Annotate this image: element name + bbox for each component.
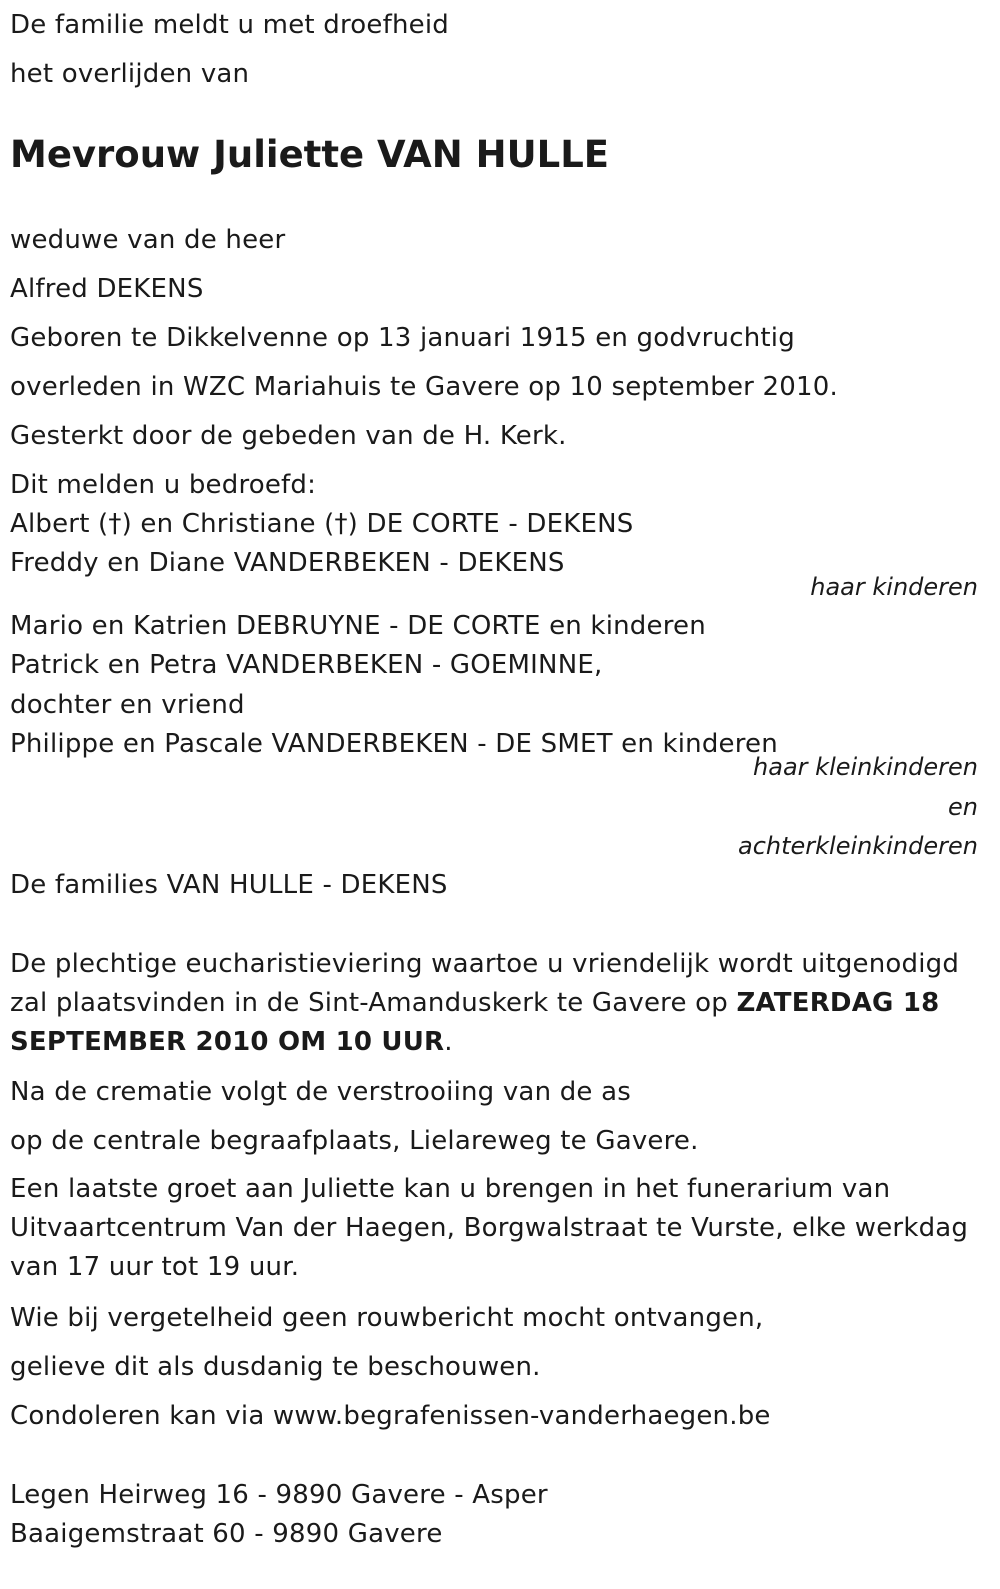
grandchildren-label-and: en (948, 793, 978, 821)
notice-line-1: Wie bij vergetelheid geen rouwbericht mocht ontvangen, (10, 1303, 764, 1333)
child-line: Albert (†) en Christiane (†) DE CORTE - DEKENS (10, 509, 634, 539)
cremation-line-2: op de centrale begraafplaats, Lielareweg te Gavere. (10, 1126, 699, 1156)
ceremony-paragraph (10, 945, 985, 1062)
child-line: Freddy en Diane VANDERBEKEN - DEKENS (10, 548, 565, 578)
grandchild-line: Philippe en Pascale VANDERBEKEN - DE SMET en kinderen (10, 729, 778, 759)
grandchild-line: dochter en vriend (10, 690, 245, 720)
address-line: Baaigemstraat 60 - 9890 Gavere (10, 1519, 443, 1549)
grandchild-line: Mario en Katrien DEBRUYNE - DE CORTE en kinderen (10, 611, 706, 641)
ceremony-text: De plechtige eucharistieviering waartoe u vriendelijk wordt uitgenodigd zal plaatsvinden in de Sint-Amanduskerk te Gavere op (10, 949, 960, 1018)
children-label: haar kinderen (810, 573, 978, 601)
visitation-paragraph: Een laatste groet aan Juliette kan u brengen in het funerarium van Uitvaartcentrum Van der Haegen, Borgwalstraat te Vurste, elke werkdag van 17 uur tot 19 uur. (10, 1174, 969, 1282)
ceremony-end: . (444, 1027, 453, 1057)
ceremony-date: ZATERDAG 18 SEPTEMBER 2010 OM 10 UUR (10, 988, 940, 1057)
condolences-line: Condoleren kan via www.begrafenissen-vanderhaegen.be (10, 1401, 771, 1431)
deceased-name: Mevrouw Juliette VAN HULLE (10, 133, 610, 176)
death-info: overleden in WZC Mariahuis te Gavere op 10 september 2010. (10, 372, 838, 402)
intro-line-1: De familie meldt u met droefheid (10, 10, 449, 40)
sacraments-info: Gesterkt door de gebeden van de H. Kerk. (10, 421, 567, 451)
address-line: Legen Heirweg 16 - 9890 Gavere - Asper (10, 1480, 548, 1510)
families-line: De families VAN HULLE - DEKENS (10, 870, 448, 900)
intro-line-2: het overlijden van (10, 59, 250, 89)
grandchild-line: Patrick en Petra VANDERBEKEN - GOEMINNE, (10, 650, 603, 680)
great-grandchildren-label: achterkleinkinderen (738, 832, 978, 860)
notice-line-2: gelieve dit als dusdanig te beschouwen. (10, 1352, 541, 1382)
birth-info: Geboren te Dikkelvenne op 13 januari 1915 en godvruchtig (10, 323, 795, 353)
cremation-line-1: Na de crematie volgt de verstrooiing van de as (10, 1077, 631, 1107)
grandchildren-label: haar kleinkinderen (753, 753, 978, 781)
widow-of: weduwe van de heer (10, 225, 286, 255)
mourners-intro: Dit melden u bedroefd: (10, 470, 317, 500)
spouse-name: Alfred DEKENS (10, 274, 204, 304)
